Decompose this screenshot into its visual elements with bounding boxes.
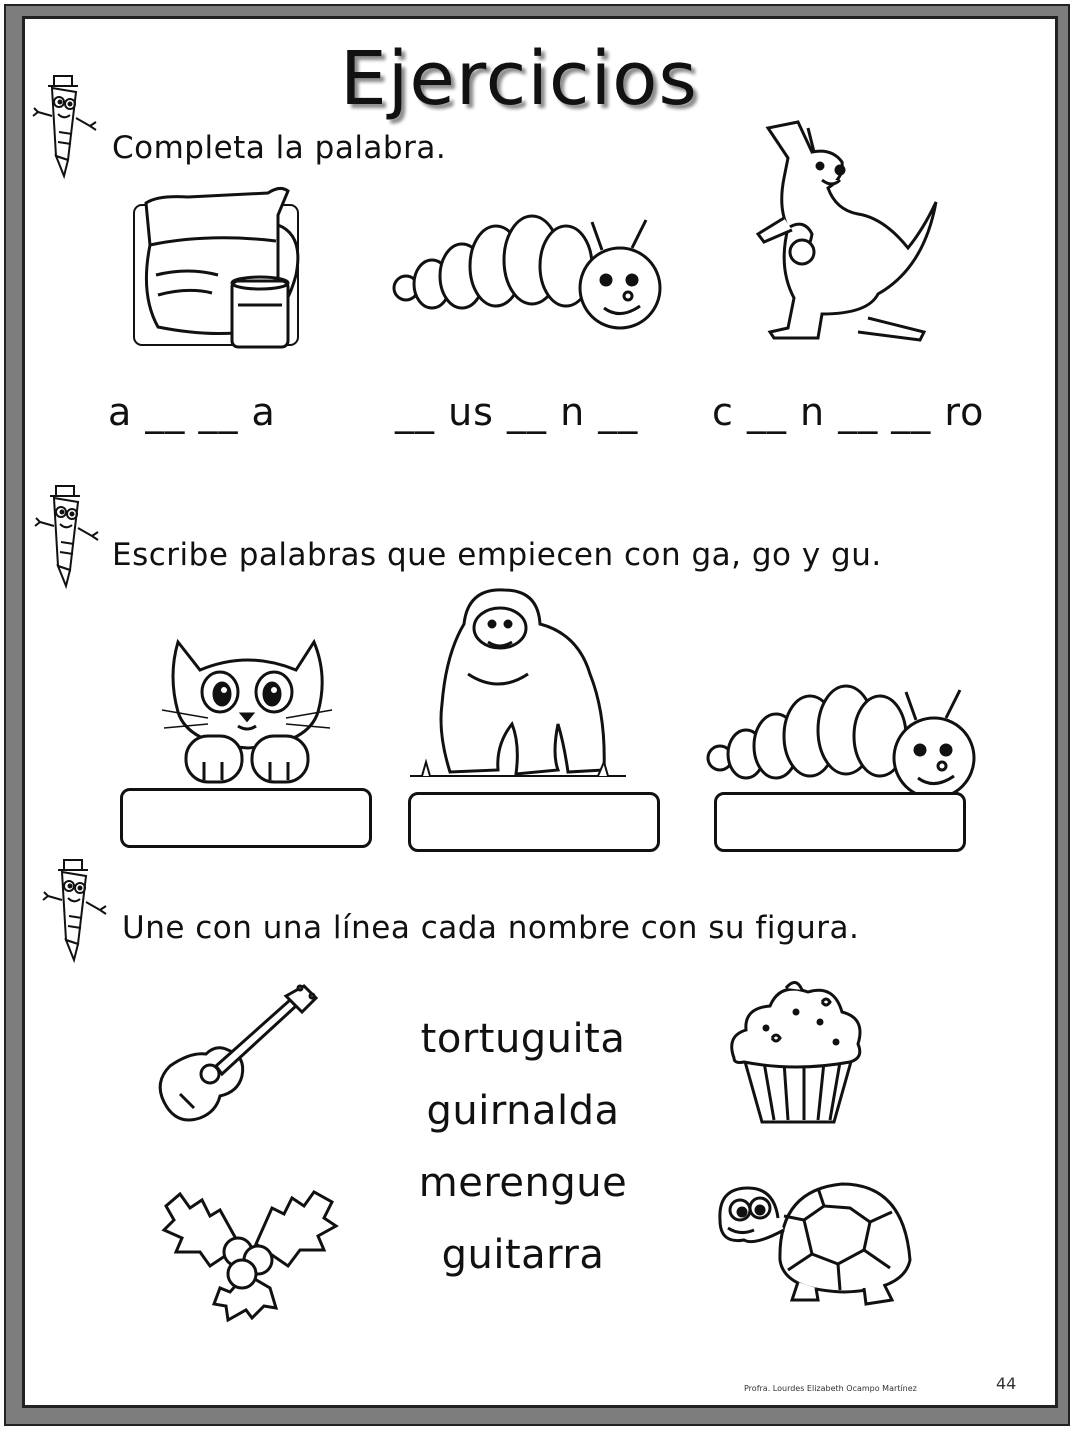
- pencil-mascot-icon: [40, 856, 120, 966]
- pitcher-icon: [128, 175, 308, 353]
- turtle-icon: [714, 1160, 914, 1310]
- pencil-mascot-icon: [32, 482, 112, 592]
- word-pattern-2: __ us __ n __: [395, 390, 639, 434]
- answer-box-1[interactable]: [120, 788, 372, 848]
- word-tortuguita: tortuguita: [420, 1016, 626, 1062]
- caterpillar-icon: [706, 670, 986, 800]
- gorilla-icon: [408, 584, 628, 784]
- holly-icon: [160, 1180, 338, 1322]
- page-title: Ejercicios: [340, 36, 698, 122]
- answer-box-2[interactable]: [408, 792, 660, 852]
- guitar-icon: [150, 982, 318, 1130]
- word-pattern-1: a __ __ a: [108, 390, 276, 434]
- cupcake-icon: [726, 972, 868, 1128]
- instruction-2: Escribe palabras que empiecen con ga, go y gu.: [112, 537, 882, 573]
- word-merengue: merengue: [418, 1160, 628, 1206]
- instruction-1: Completa la palabra.: [112, 130, 447, 166]
- kangaroo-icon: [748, 118, 948, 346]
- word-guitarra: guitarra: [441, 1232, 605, 1278]
- answer-box-3[interactable]: [714, 792, 966, 852]
- word-pattern-3: c __ n __ __ ro: [712, 390, 985, 434]
- caterpillar-icon: [392, 200, 672, 330]
- page-number: 44: [996, 1374, 1017, 1393]
- cat-icon: [158, 636, 338, 784]
- instruction-3: Une con una línea cada nombre con su figura.: [122, 910, 860, 946]
- pencil-mascot-icon: [30, 72, 110, 182]
- footer-author: Profra. Lourdes Elizabeth Ocampo Martínez: [744, 1384, 917, 1393]
- word-guirnalda: guirnalda: [426, 1088, 620, 1134]
